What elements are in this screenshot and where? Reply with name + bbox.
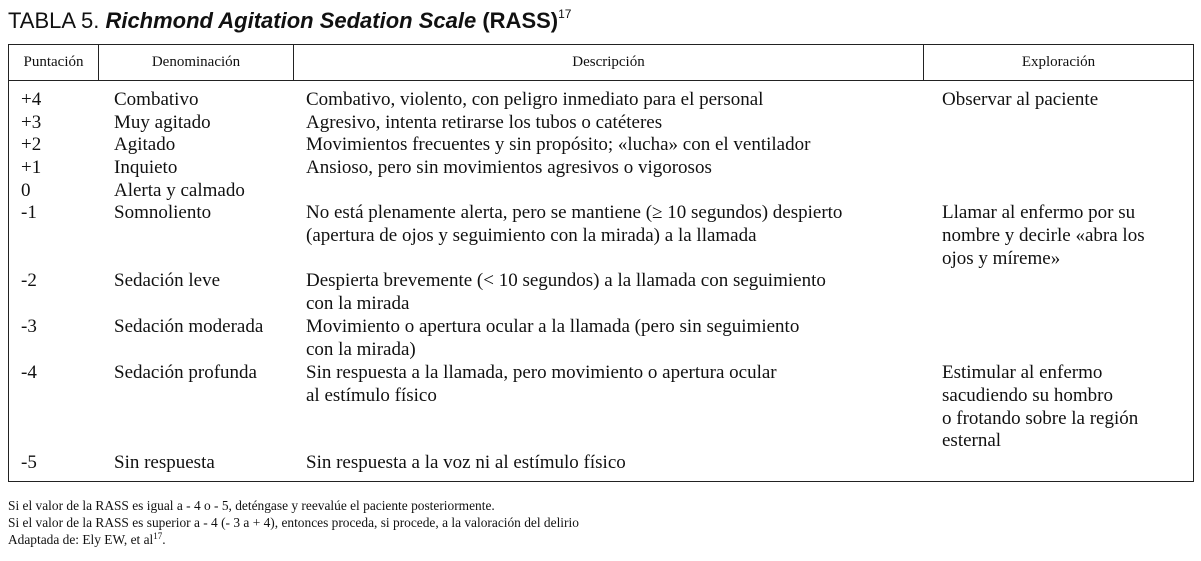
- row-exploration-line: Estimular al enfermo: [942, 362, 1103, 383]
- header-exploration: Exploración: [1021, 54, 1096, 70]
- title-prefix: TABLA 5.: [8, 8, 100, 33]
- row-description-line: No está plenamente alerta, pero se mantiene (≥ 10 segundos) despierto: [306, 202, 843, 223]
- title-abbreviation: (RASS): [482, 8, 559, 33]
- row-exploration: Observar al paciente: [942, 89, 1099, 110]
- header-name: Denominación: [151, 54, 241, 70]
- row-name: Inquieto: [114, 157, 178, 178]
- row-description: [306, 362, 777, 408]
- title-scale-name: Richmond Agitation Sedation Scale: [105, 8, 477, 33]
- row-name: Agitado: [114, 134, 176, 155]
- table-footnotes: [8, 497, 579, 548]
- row-score: -5: [21, 452, 37, 473]
- row-description-line: Sin respuesta a la llamada, pero movimiento o apertura ocular: [306, 362, 777, 383]
- table-title: [8, 7, 571, 35]
- row-exploration-line: ojos y míreme»: [942, 247, 1061, 269]
- row-score: -3: [21, 316, 37, 337]
- row-score: +4: [21, 89, 42, 110]
- row-score: -1: [21, 202, 37, 223]
- row-description: Combativo, violento, con peligro inmediato para el personal: [306, 89, 764, 110]
- row-exploration-line: o frotando sobre la región: [942, 407, 1139, 429]
- row-description-line: (apertura de ojos y seguimiento con la mirada) a la llamada: [306, 224, 757, 246]
- row-description: Movimientos frecuentes y sin propósito; «lucha» con el ventilador: [306, 134, 811, 155]
- rass-table: [8, 44, 1194, 482]
- row-description-line: Despierta brevemente (< 10 segundos) a la llamada con seguimiento: [306, 270, 826, 291]
- row-name: Alerta y calmado: [114, 180, 245, 201]
- row-score: +2: [21, 134, 42, 155]
- footnote-source-end: .: [162, 532, 166, 547]
- row-name: Sedación profunda: [114, 362, 257, 383]
- row-score: +3: [21, 112, 42, 133]
- row-name: Muy agitado: [114, 112, 211, 133]
- row-score: -2: [21, 270, 37, 291]
- row-exploration: [942, 362, 1138, 453]
- row-description-line: Movimiento o apertura ocular a la llamada (pero sin seguimiento: [306, 316, 800, 337]
- row-name: Sedación moderada: [114, 316, 264, 337]
- footnote-line: Si el valor de la RASS es igual a - 4 o - 5, deténgase y reevalúe el paciente posteriormente.: [8, 498, 495, 513]
- header-description: Descripción: [572, 54, 645, 70]
- row-score: +1: [21, 157, 42, 178]
- title-reference: 17: [558, 7, 572, 21]
- row-description-line: al estímulo físico: [306, 384, 437, 406]
- row-exploration-line: esternal: [942, 430, 1002, 452]
- footnote-reference: 17: [153, 531, 163, 541]
- row-exploration-line: Llamar al enfermo por su: [942, 202, 1136, 223]
- row-exploration: [942, 202, 1145, 270]
- row-description: [306, 270, 826, 316]
- row-description-line: con la mirada): [306, 338, 416, 360]
- row-description: [306, 202, 842, 248]
- row-name: Somnoliento: [114, 202, 212, 223]
- row-description: [306, 316, 799, 362]
- footnote-source: [8, 531, 579, 548]
- row-name: Sin respuesta: [114, 452, 215, 473]
- row-exploration-line: nombre y decirle «abra los: [942, 224, 1145, 246]
- row-description: Ansioso, pero sin movimientos agresivos o vigorosos: [306, 157, 712, 178]
- row-score: 0: [21, 180, 31, 201]
- row-description-line: con la mirada: [306, 292, 410, 314]
- row-name: Combativo: [114, 89, 199, 110]
- footnote-line: Si el valor de la RASS es superior a - 4 (- 3 a + 4), entonces proceda, si procede, a la valoración del delirio: [8, 515, 579, 530]
- row-description: Sin respuesta a la voz ni al estímulo físico: [306, 452, 626, 473]
- footnote-source-text: Adaptada de: Ely EW, et al: [8, 532, 154, 547]
- table-header: [9, 45, 1193, 81]
- header-score: Puntación: [23, 54, 84, 70]
- row-name: Sedación leve: [114, 270, 221, 291]
- row-exploration-line: sacudiendo su hombro: [942, 384, 1113, 406]
- row-score: -4: [21, 362, 37, 383]
- row-description: Agresivo, intenta retirarse los tubos o catéteres: [306, 112, 663, 133]
